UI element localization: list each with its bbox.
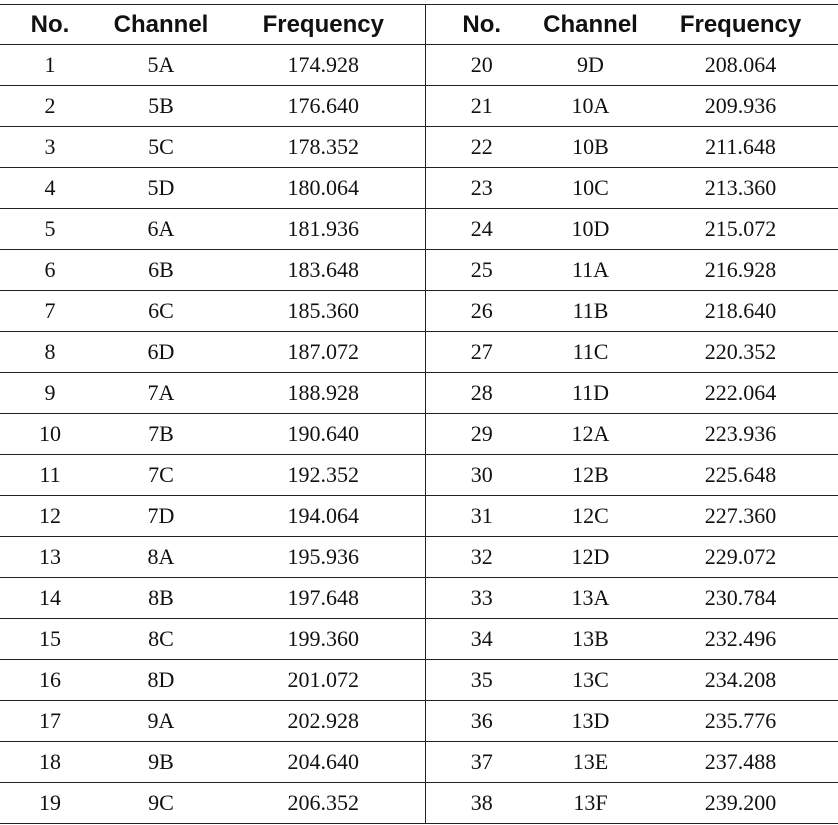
cell-frequency-left: 192.352 (287, 462, 359, 487)
table-row (0, 291, 838, 332)
cell-frequency-left: 180.064 (287, 175, 359, 200)
cell-no-right: 26 (425, 291, 538, 332)
cell-frequency-left: 204.640 (287, 749, 359, 774)
table-row (0, 701, 838, 742)
header-frequency-left: Frequency (262, 10, 384, 38)
cell-no-left: 2 (44, 93, 56, 118)
cell-no-right: 32 (425, 537, 538, 578)
cell-channel-right: 12D (571, 544, 610, 569)
cell-channel-left: 8B (148, 585, 174, 610)
cell-channel-left: 9B (148, 749, 174, 774)
cell-no-left: 5 (44, 216, 56, 241)
cell-channel-left: 7A (147, 380, 175, 405)
cell-frequency-right: 237.488 (704, 749, 777, 774)
cell-no-right: 24 (425, 209, 538, 250)
cell-channel-left: 8A (147, 544, 175, 569)
cell-frequency-left: 188.928 (287, 380, 359, 405)
header-no-left: No. (30, 10, 70, 38)
cell-no-left: 17 (39, 708, 61, 733)
cell-channel-left: 6D (147, 339, 175, 364)
cell-channel-left: 5D (147, 175, 175, 200)
cell-frequency-left: 190.640 (287, 421, 359, 446)
table-header (0, 5, 838, 45)
cell-frequency-right: 223.936 (704, 421, 777, 446)
cell-no-right: 36 (425, 701, 538, 742)
cell-frequency-right: 235.776 (704, 708, 777, 733)
cell-channel-left: 5A (147, 52, 175, 77)
table-row (0, 209, 838, 250)
cell-no-left: 18 (39, 749, 61, 774)
table-row (0, 578, 838, 619)
table-row (0, 496, 838, 537)
cell-frequency-left: 174.928 (287, 52, 359, 77)
cell-frequency-right: 215.072 (704, 216, 777, 241)
cell-channel-left: 7B (148, 421, 174, 446)
cell-channel-right: 13A (571, 585, 610, 610)
cell-channel-left: 7D (147, 503, 175, 528)
table-row (0, 45, 838, 86)
table-row (0, 619, 838, 660)
cell-frequency-left: 202.928 (287, 708, 359, 733)
cell-channel-right: 11B (572, 298, 609, 323)
cell-channel-right: 11D (571, 380, 610, 405)
cell-frequency-right: 220.352 (704, 339, 777, 364)
table-row (0, 783, 838, 824)
table-row (0, 127, 838, 168)
cell-no-left: 13 (39, 544, 61, 569)
cell-channel-left: 7C (148, 462, 174, 487)
cell-no-left: 3 (44, 134, 56, 159)
header-row (0, 5, 838, 45)
channel-frequency-table (0, 4, 838, 824)
table-row (0, 537, 838, 578)
cell-channel-right: 10B (572, 134, 609, 159)
cell-channel-left: 6B (148, 257, 174, 282)
cell-channel-left: 8D (147, 667, 175, 692)
cell-frequency-left: 183.648 (287, 257, 359, 282)
table-row (0, 168, 838, 209)
cell-frequency-left: 201.072 (287, 667, 359, 692)
cell-channel-right: 11A (571, 257, 610, 282)
cell-channel-left: 6C (148, 298, 174, 323)
cell-frequency-right: 216.928 (704, 257, 777, 282)
header-no-right: No. (425, 5, 538, 45)
cell-no-right: 33 (425, 578, 538, 619)
cell-frequency-left: 195.936 (287, 544, 359, 569)
cell-frequency-left: 178.352 (287, 134, 359, 159)
cell-channel-right: 13C (572, 667, 609, 692)
cell-frequency-right: 211.648 (705, 134, 776, 159)
cell-frequency-left: 197.648 (287, 585, 359, 610)
cell-no-left: 11 (39, 462, 61, 487)
cell-frequency-right: 227.360 (704, 503, 777, 528)
cell-channel-left: 6A (147, 216, 175, 241)
cell-no-left: 10 (39, 421, 61, 446)
cell-no-left: 8 (44, 339, 56, 364)
cell-no-right: 22 (425, 127, 538, 168)
cell-frequency-right: 209.936 (704, 93, 777, 118)
cell-channel-right: 10C (572, 175, 609, 200)
cell-frequency-left: 185.360 (287, 298, 359, 323)
cell-channel-right: 13E (572, 749, 609, 774)
cell-frequency-right: 208.064 (704, 52, 777, 77)
cell-channel-right: 13F (573, 790, 608, 815)
header-channel-left: Channel (113, 10, 209, 38)
cell-no-left: 6 (44, 257, 56, 282)
cell-no-right: 20 (425, 45, 538, 86)
cell-no-left: 7 (44, 298, 56, 323)
cell-frequency-left: 176.640 (287, 93, 359, 118)
cell-no-right: 29 (425, 414, 538, 455)
cell-no-right: 25 (425, 250, 538, 291)
cell-frequency-left: 187.072 (287, 339, 359, 364)
cell-frequency-right: 232.496 (704, 626, 777, 651)
cell-no-right: 30 (425, 455, 538, 496)
cell-frequency-right: 234.208 (704, 667, 777, 692)
header-frequency-right: Frequency (679, 10, 802, 38)
cell-no-right: 34 (425, 619, 538, 660)
cell-no-left: 15 (39, 626, 61, 651)
cell-frequency-right: 239.200 (704, 790, 777, 815)
cell-no-right: 31 (425, 496, 538, 537)
cell-frequency-right: 225.648 (704, 462, 777, 487)
cell-no-right: 35 (425, 660, 538, 701)
header-channel-right: Channel (543, 10, 638, 38)
cell-frequency-left: 199.360 (287, 626, 359, 651)
cell-no-left: 4 (44, 175, 56, 200)
table-row (0, 414, 838, 455)
cell-channel-left: 5C (148, 134, 174, 159)
cell-channel-right: 13D (571, 708, 610, 733)
cell-channel-right: 12C (572, 503, 609, 528)
cell-no-right: 27 (425, 332, 538, 373)
cell-no-left: 1 (44, 52, 56, 77)
cell-frequency-right: 230.784 (704, 585, 777, 610)
cell-frequency-right: 218.640 (704, 298, 777, 323)
cell-no-right: 21 (425, 86, 538, 127)
cell-frequency-right: 229.072 (704, 544, 777, 569)
table-row (0, 250, 838, 291)
cell-no-right: 28 (425, 373, 538, 414)
cell-frequency-left: 194.064 (287, 503, 359, 528)
cell-no-right: 23 (425, 168, 538, 209)
table-row (0, 373, 838, 414)
cell-no-right: 37 (425, 742, 538, 783)
cell-channel-right: 10D (571, 216, 610, 241)
cell-no-left: 12 (39, 503, 61, 528)
cell-channel-right: 12A (571, 421, 610, 446)
cell-no-left: 16 (39, 667, 61, 692)
cell-no-left: 14 (39, 585, 61, 610)
cell-channel-right: 11C (572, 339, 609, 364)
table-row (0, 742, 838, 783)
cell-frequency-left: 181.936 (287, 216, 359, 241)
table-body (0, 45, 838, 824)
cell-channel-left: 8C (148, 626, 174, 651)
table-row (0, 86, 838, 127)
cell-channel-right: 13B (572, 626, 609, 651)
cell-channel-right: 9D (577, 52, 604, 77)
cell-no-right: 38 (425, 783, 538, 824)
cell-frequency-right: 222.064 (704, 380, 777, 405)
cell-frequency-left: 206.352 (287, 790, 359, 815)
cell-channel-right: 12B (572, 462, 609, 487)
table-row (0, 660, 838, 701)
cell-channel-left: 9C (148, 790, 174, 815)
cell-no-left: 9 (44, 380, 56, 405)
cell-channel-left: 9A (147, 708, 175, 733)
cell-frequency-right: 213.360 (704, 175, 777, 200)
table-row (0, 332, 838, 373)
cell-channel-left: 5B (148, 93, 174, 118)
cell-channel-right: 10A (571, 93, 610, 118)
cell-no-left: 19 (39, 790, 61, 815)
table-row (0, 455, 838, 496)
